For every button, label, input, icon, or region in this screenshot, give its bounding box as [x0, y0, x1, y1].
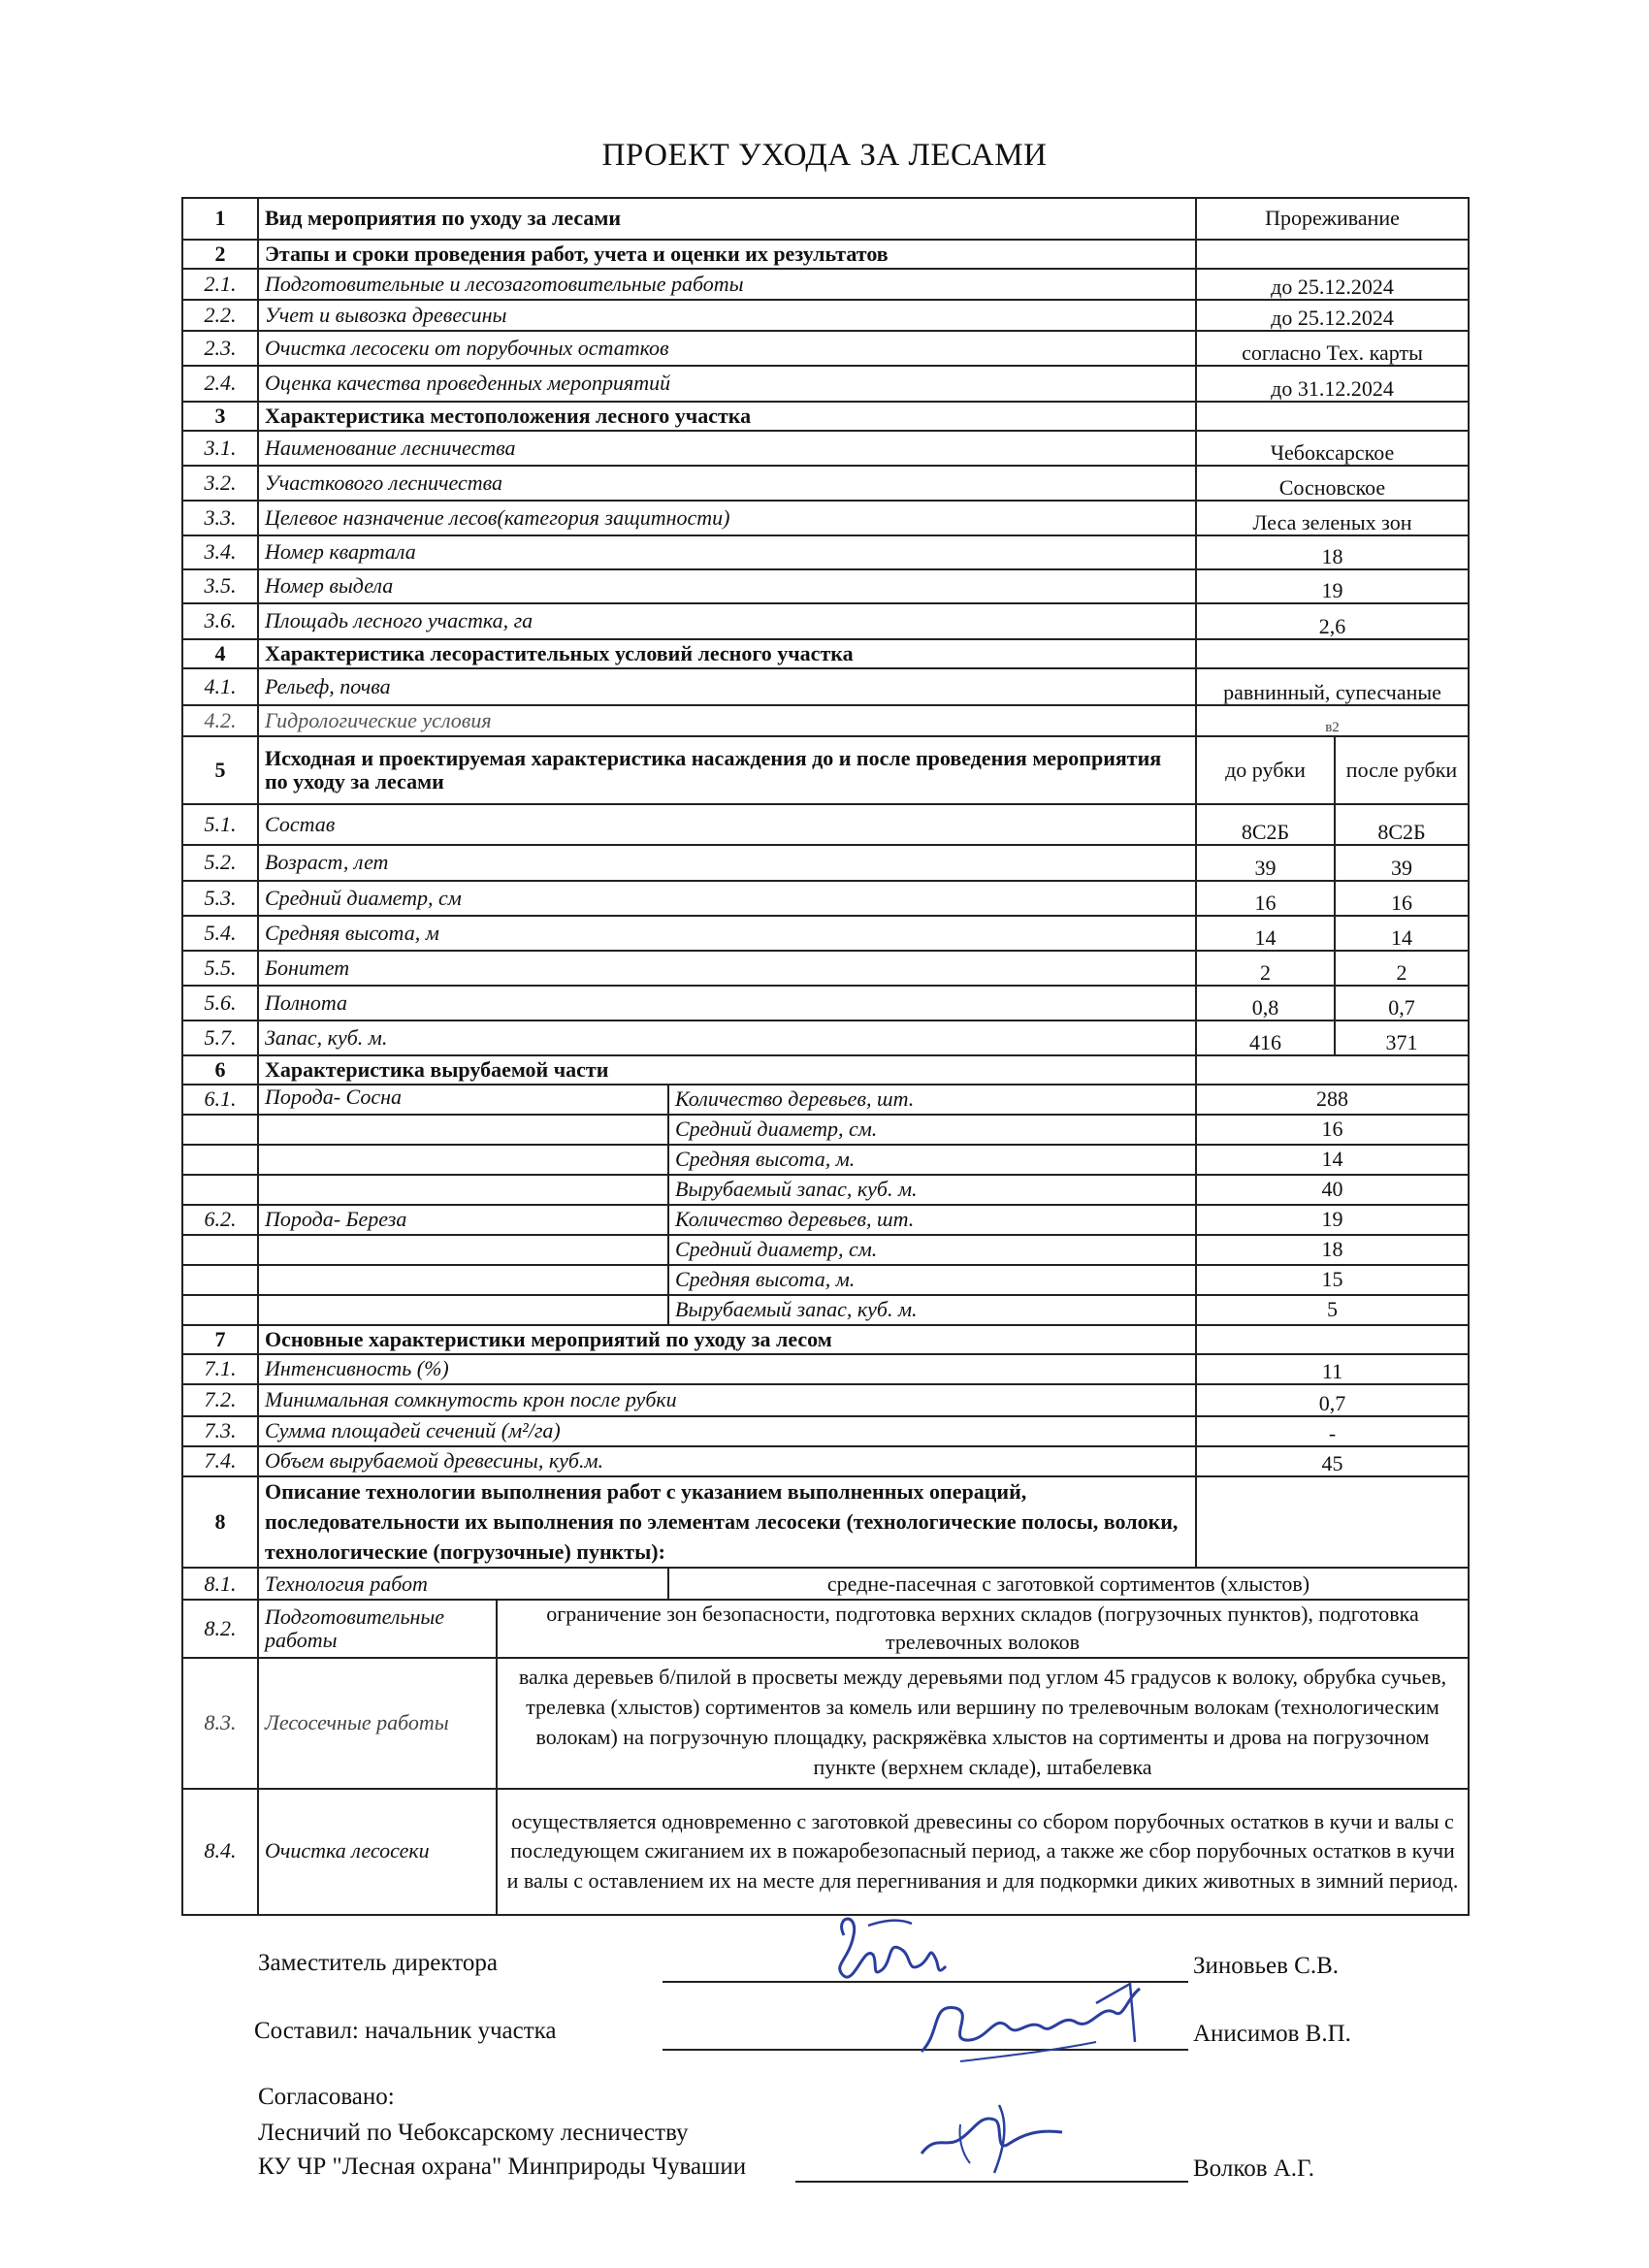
table-row — [182, 1354, 1469, 1384]
before-value: 14 — [1196, 916, 1335, 951]
row-value: 45 — [1196, 1446, 1469, 1476]
empty-cell — [1196, 1476, 1469, 1568]
handwritten-signature-compiler — [902, 1974, 1154, 2071]
table-row — [182, 535, 1469, 569]
table-row — [182, 1568, 1469, 1600]
section-row — [182, 639, 1469, 668]
table-row — [182, 300, 1469, 331]
before-value: 16 — [1196, 881, 1335, 916]
row-value: до 25.12.2024 — [1196, 269, 1469, 300]
row-label: Подготовительные и лесозаготовительные работы — [258, 269, 1196, 300]
empty-cell — [258, 1175, 668, 1205]
row-number: 4 — [182, 639, 258, 668]
row-label: Номер квартала — [258, 535, 1196, 569]
row-label: Состав — [258, 804, 1196, 845]
row-value: 11 — [1196, 1354, 1469, 1384]
after-value: 16 — [1335, 881, 1469, 916]
forester-organization: КУ ЧР "Лесная охрана" Минприроды Чувашии — [258, 2154, 747, 2180]
table-row — [182, 1789, 1469, 1915]
section-label: Этапы и сроки проведения работ, учета и оценки их результатов — [258, 240, 1196, 269]
row-number: 3.6. — [182, 603, 258, 639]
param-label: Средняя высота, м. — [668, 1265, 1196, 1295]
handwritten-signature-forester — [902, 2095, 1077, 2183]
row-value: в2 — [1196, 705, 1469, 736]
section-row — [182, 402, 1469, 431]
table-row — [182, 1085, 1469, 1115]
param-value: 40 — [1196, 1175, 1469, 1205]
empty-cell — [182, 1175, 258, 1205]
row-label: Лесосечные работы — [258, 1658, 497, 1789]
row-label: Учет и вывозка древесины — [258, 300, 1196, 331]
param-label: Средний диаметр, см. — [668, 1115, 1196, 1145]
row-number: 5.3. — [182, 881, 258, 916]
row-value: валка деревьев б/пилой в просветы между деревьями под углом 45 градусов к волоку, обрубка сучьев, трелевка (хлыстов) сортиментов за комель или вершину по трелевочным волокам (технологическим волокам) на погрузочную площадку, раскряжёвка хлыстов на сортименты и дрова на погрузочном пункте (верхнем складе), штабелевка — [497, 1658, 1469, 1789]
section-label: Характеристика лесорастительных условий лесного участка — [258, 639, 1196, 668]
forester-name: Волков А.Г. — [1193, 2155, 1314, 2182]
empty-cell — [258, 1235, 668, 1265]
param-label: Количество деревьев, шт. — [668, 1085, 1196, 1115]
after-value: 8С2Б — [1335, 804, 1469, 845]
table-row — [182, 1265, 1469, 1295]
table-row — [182, 804, 1469, 845]
row-label: Целевое назначение лесов(категория защитности) — [258, 501, 1196, 535]
row-value: Сосновское — [1196, 466, 1469, 501]
empty-cell — [1196, 1055, 1469, 1085]
compiler-name: Анисимов В.П. — [1193, 2021, 1351, 2047]
section-label: Основные характеристики мероприятий по уходу за лесом — [258, 1325, 1196, 1354]
compiler-title: Составил: начальник участка — [254, 2018, 557, 2044]
row-number: 2 — [182, 240, 258, 269]
before-header: до рубки — [1196, 736, 1335, 804]
row-label: Рельеф, почва — [258, 668, 1196, 705]
empty-cell — [258, 1295, 668, 1325]
param-value: 5 — [1196, 1295, 1469, 1325]
table-row — [182, 881, 1469, 916]
row-value: ограничение зон безопасности, подготовка верхних складов (погрузочных пунктов), подготовка трелевочных волоков — [497, 1600, 1469, 1657]
empty-cell — [182, 1265, 258, 1295]
table-row — [182, 569, 1469, 603]
table-row — [182, 705, 1469, 736]
row-value: равнинный, супесчаные — [1196, 668, 1469, 705]
row-number: 8.4. — [182, 1789, 258, 1915]
forest-care-table — [181, 197, 1470, 1916]
before-value: 2 — [1196, 951, 1335, 986]
empty-cell — [182, 1115, 258, 1145]
row-number: 3.2. — [182, 466, 258, 501]
table-row — [182, 1115, 1469, 1145]
param-label: Средний диаметр, см. — [668, 1235, 1196, 1265]
section-label: Исходная и проектируемая характеристика насаждения до и после проведения мероприятия по уходу за лесами — [258, 736, 1196, 804]
row-label: Запас, куб. м. — [258, 1021, 1196, 1055]
row-number: 4.1. — [182, 668, 258, 705]
deputy-title: Заместитель директора — [258, 1950, 498, 1976]
before-value: 0,8 — [1196, 986, 1335, 1021]
after-value: 371 — [1335, 1021, 1469, 1055]
row-number: 2.3. — [182, 331, 258, 366]
table-row — [182, 1235, 1469, 1265]
table-row — [182, 603, 1469, 639]
before-value: 416 — [1196, 1021, 1335, 1055]
row-label: Оценка качества проведенных мероприятий — [258, 366, 1196, 402]
table-row — [182, 668, 1469, 705]
param-value: 19 — [1196, 1205, 1469, 1235]
row-label: Номер выдела — [258, 569, 1196, 603]
row-number: 6.1. — [182, 1085, 258, 1115]
row-label: Вид мероприятия по уходу за лесами — [258, 198, 1196, 240]
row-number: 6 — [182, 1055, 258, 1085]
row-value: согласно Тех. карты — [1196, 331, 1469, 366]
deputy-name: Зиновьев С.В. — [1193, 1953, 1339, 1979]
row-number: 4.2. — [182, 705, 258, 736]
species-label: Порода- Сосна — [258, 1085, 668, 1115]
row-value: 18 — [1196, 535, 1469, 569]
table-row — [182, 501, 1469, 535]
after-value: 0,7 — [1335, 986, 1469, 1021]
after-value: 14 — [1335, 916, 1469, 951]
param-label: Вырубаемый запас, куб. м. — [668, 1295, 1196, 1325]
table-row — [182, 845, 1469, 881]
empty-cell — [258, 1145, 668, 1175]
param-label: Средняя высота, м. — [668, 1145, 1196, 1175]
section-label: Характеристика вырубаемой части — [258, 1055, 1196, 1085]
row-value: средне-пасечная с заготовкой сортиментов (хлыстов) — [668, 1568, 1469, 1600]
section-row — [182, 1055, 1469, 1085]
row-label: Бонитет — [258, 951, 1196, 986]
empty-cell — [258, 1115, 668, 1145]
row-value: Чебоксарское — [1196, 431, 1469, 466]
table-row — [182, 331, 1469, 366]
forester-position: Лесничий по Чебоксарскому лесничеству — [258, 2120, 689, 2146]
row-label: Очистка лесосеки от порубочных остатков — [258, 331, 1196, 366]
empty-cell — [182, 1145, 258, 1175]
row-value: Прореживание — [1196, 198, 1469, 240]
table-row — [182, 1446, 1469, 1476]
row-number: 5.7. — [182, 1021, 258, 1055]
row-number: 5.2. — [182, 845, 258, 881]
table-row — [182, 269, 1469, 300]
row-label: Сумма площадей сечений (м²/га) — [258, 1416, 1196, 1446]
row-number: 5 — [182, 736, 258, 804]
row-number: 8.1. — [182, 1568, 258, 1600]
row-label: Интенсивность (%) — [258, 1354, 1196, 1384]
table-row — [182, 1384, 1469, 1416]
row-number: 2.4. — [182, 366, 258, 402]
param-label: Вырубаемый запас, куб. м. — [668, 1175, 1196, 1205]
row-label: Возраст, лет — [258, 845, 1196, 881]
param-value: 15 — [1196, 1265, 1469, 1295]
row-number: 6.2. — [182, 1205, 258, 1235]
row-number: 5.5. — [182, 951, 258, 986]
row-number: 8.2. — [182, 1600, 258, 1657]
table-row — [182, 986, 1469, 1021]
table-row — [182, 1145, 1469, 1175]
empty-cell — [182, 1295, 258, 1325]
table-row — [182, 198, 1469, 240]
row-label: Площадь лесного участка, га — [258, 603, 1196, 639]
row-number: 3.5. — [182, 569, 258, 603]
row-label: Полнота — [258, 986, 1196, 1021]
table-row — [182, 1295, 1469, 1325]
section-row — [182, 240, 1469, 269]
row-value: осуществляется одновременно с заготовкой древесины со сбором порубочных остатков в кучи и валы с последующем сжиганием их в пожаробезопасный период, а также же сбор порубочных остатков в кучи и валы с оставлением их на месте для перегнивания и для подкормки диких животных в зимний период. — [497, 1789, 1469, 1915]
table-row — [182, 431, 1469, 466]
section-row — [182, 1476, 1469, 1568]
row-value: 0,7 — [1196, 1384, 1469, 1416]
row-label: Объем вырубаемой древесины, куб.м. — [258, 1446, 1196, 1476]
row-number: 7.2. — [182, 1384, 258, 1416]
agreed-label: Согласовано: — [258, 2084, 395, 2110]
table-row — [182, 916, 1469, 951]
table-row — [182, 1416, 1469, 1446]
row-number: 7.3. — [182, 1416, 258, 1446]
table-row — [182, 366, 1469, 402]
row-label: Минимальная сомкнутость крон после рубки — [258, 1384, 1196, 1416]
param-value: 288 — [1196, 1085, 1469, 1115]
table-row — [182, 1205, 1469, 1235]
row-label: Гидрологические условия — [258, 705, 1196, 736]
row-value: - — [1196, 1416, 1469, 1446]
before-value: 39 — [1196, 845, 1335, 881]
row-number: 3.1. — [182, 431, 258, 466]
row-number: 3 — [182, 402, 258, 431]
after-value: 39 — [1335, 845, 1469, 881]
row-number: 8.3. — [182, 1658, 258, 1789]
table-row — [182, 1600, 1469, 1657]
empty-cell — [1196, 1325, 1469, 1354]
row-number: 1 — [182, 198, 258, 240]
param-value: 16 — [1196, 1115, 1469, 1145]
species-label: Порода- Береза — [258, 1205, 668, 1235]
empty-cell — [1196, 402, 1469, 431]
row-value: 19 — [1196, 569, 1469, 603]
row-label: Технология работ — [258, 1568, 668, 1600]
section-row — [182, 1325, 1469, 1354]
row-label: Подготовительные работы — [258, 1600, 497, 1657]
row-value: до 25.12.2024 — [1196, 300, 1469, 331]
row-number: 2.1. — [182, 269, 258, 300]
row-value: до 31.12.2024 — [1196, 366, 1469, 402]
after-header: после рубки — [1335, 736, 1469, 804]
row-number: 5.6. — [182, 986, 258, 1021]
row-number: 5.4. — [182, 916, 258, 951]
row-label: Средний диаметр, см — [258, 881, 1196, 916]
row-value: 2,6 — [1196, 603, 1469, 639]
page-title: ПРОЕКТ УХОДА ЗА ЛЕСАМИ — [601, 138, 1048, 173]
empty-cell — [258, 1265, 668, 1295]
param-label: Количество деревьев, шт. — [668, 1205, 1196, 1235]
table-row — [182, 951, 1469, 986]
row-value: Леса зеленых зон — [1196, 501, 1469, 535]
row-number: 7 — [182, 1325, 258, 1354]
row-number: 3.3. — [182, 501, 258, 535]
row-label: Средняя высота, м — [258, 916, 1196, 951]
section-label: Характеристика местоположения лесного участка — [258, 402, 1196, 431]
table-row — [182, 1658, 1469, 1789]
section-label: Описание технологии выполнения работ с указанием выполненных операций, последовательности их выполнения по элементам лесосеки (технологические полосы, волоки, технологические (погрузочные) пункты): — [258, 1476, 1196, 1568]
param-value: 14 — [1196, 1145, 1469, 1175]
after-value: 2 — [1335, 951, 1469, 986]
row-number: 2.2. — [182, 300, 258, 331]
row-label: Наименование лесничества — [258, 431, 1196, 466]
table-row — [182, 466, 1469, 501]
row-number: 3.4. — [182, 535, 258, 569]
empty-cell — [182, 1235, 258, 1265]
section-row — [182, 736, 1469, 804]
row-number: 8 — [182, 1476, 258, 1568]
table-row — [182, 1175, 1469, 1205]
table-row — [182, 1021, 1469, 1055]
empty-cell — [1196, 639, 1469, 668]
empty-cell — [1196, 240, 1469, 269]
row-label: Очистка лесосеки — [258, 1789, 497, 1915]
param-value: 18 — [1196, 1235, 1469, 1265]
row-number: 5.1. — [182, 804, 258, 845]
before-value: 8С2Б — [1196, 804, 1335, 845]
row-label: Участкового лесничества — [258, 466, 1196, 501]
row-number: 7.4. — [182, 1446, 258, 1476]
row-number: 7.1. — [182, 1354, 258, 1384]
